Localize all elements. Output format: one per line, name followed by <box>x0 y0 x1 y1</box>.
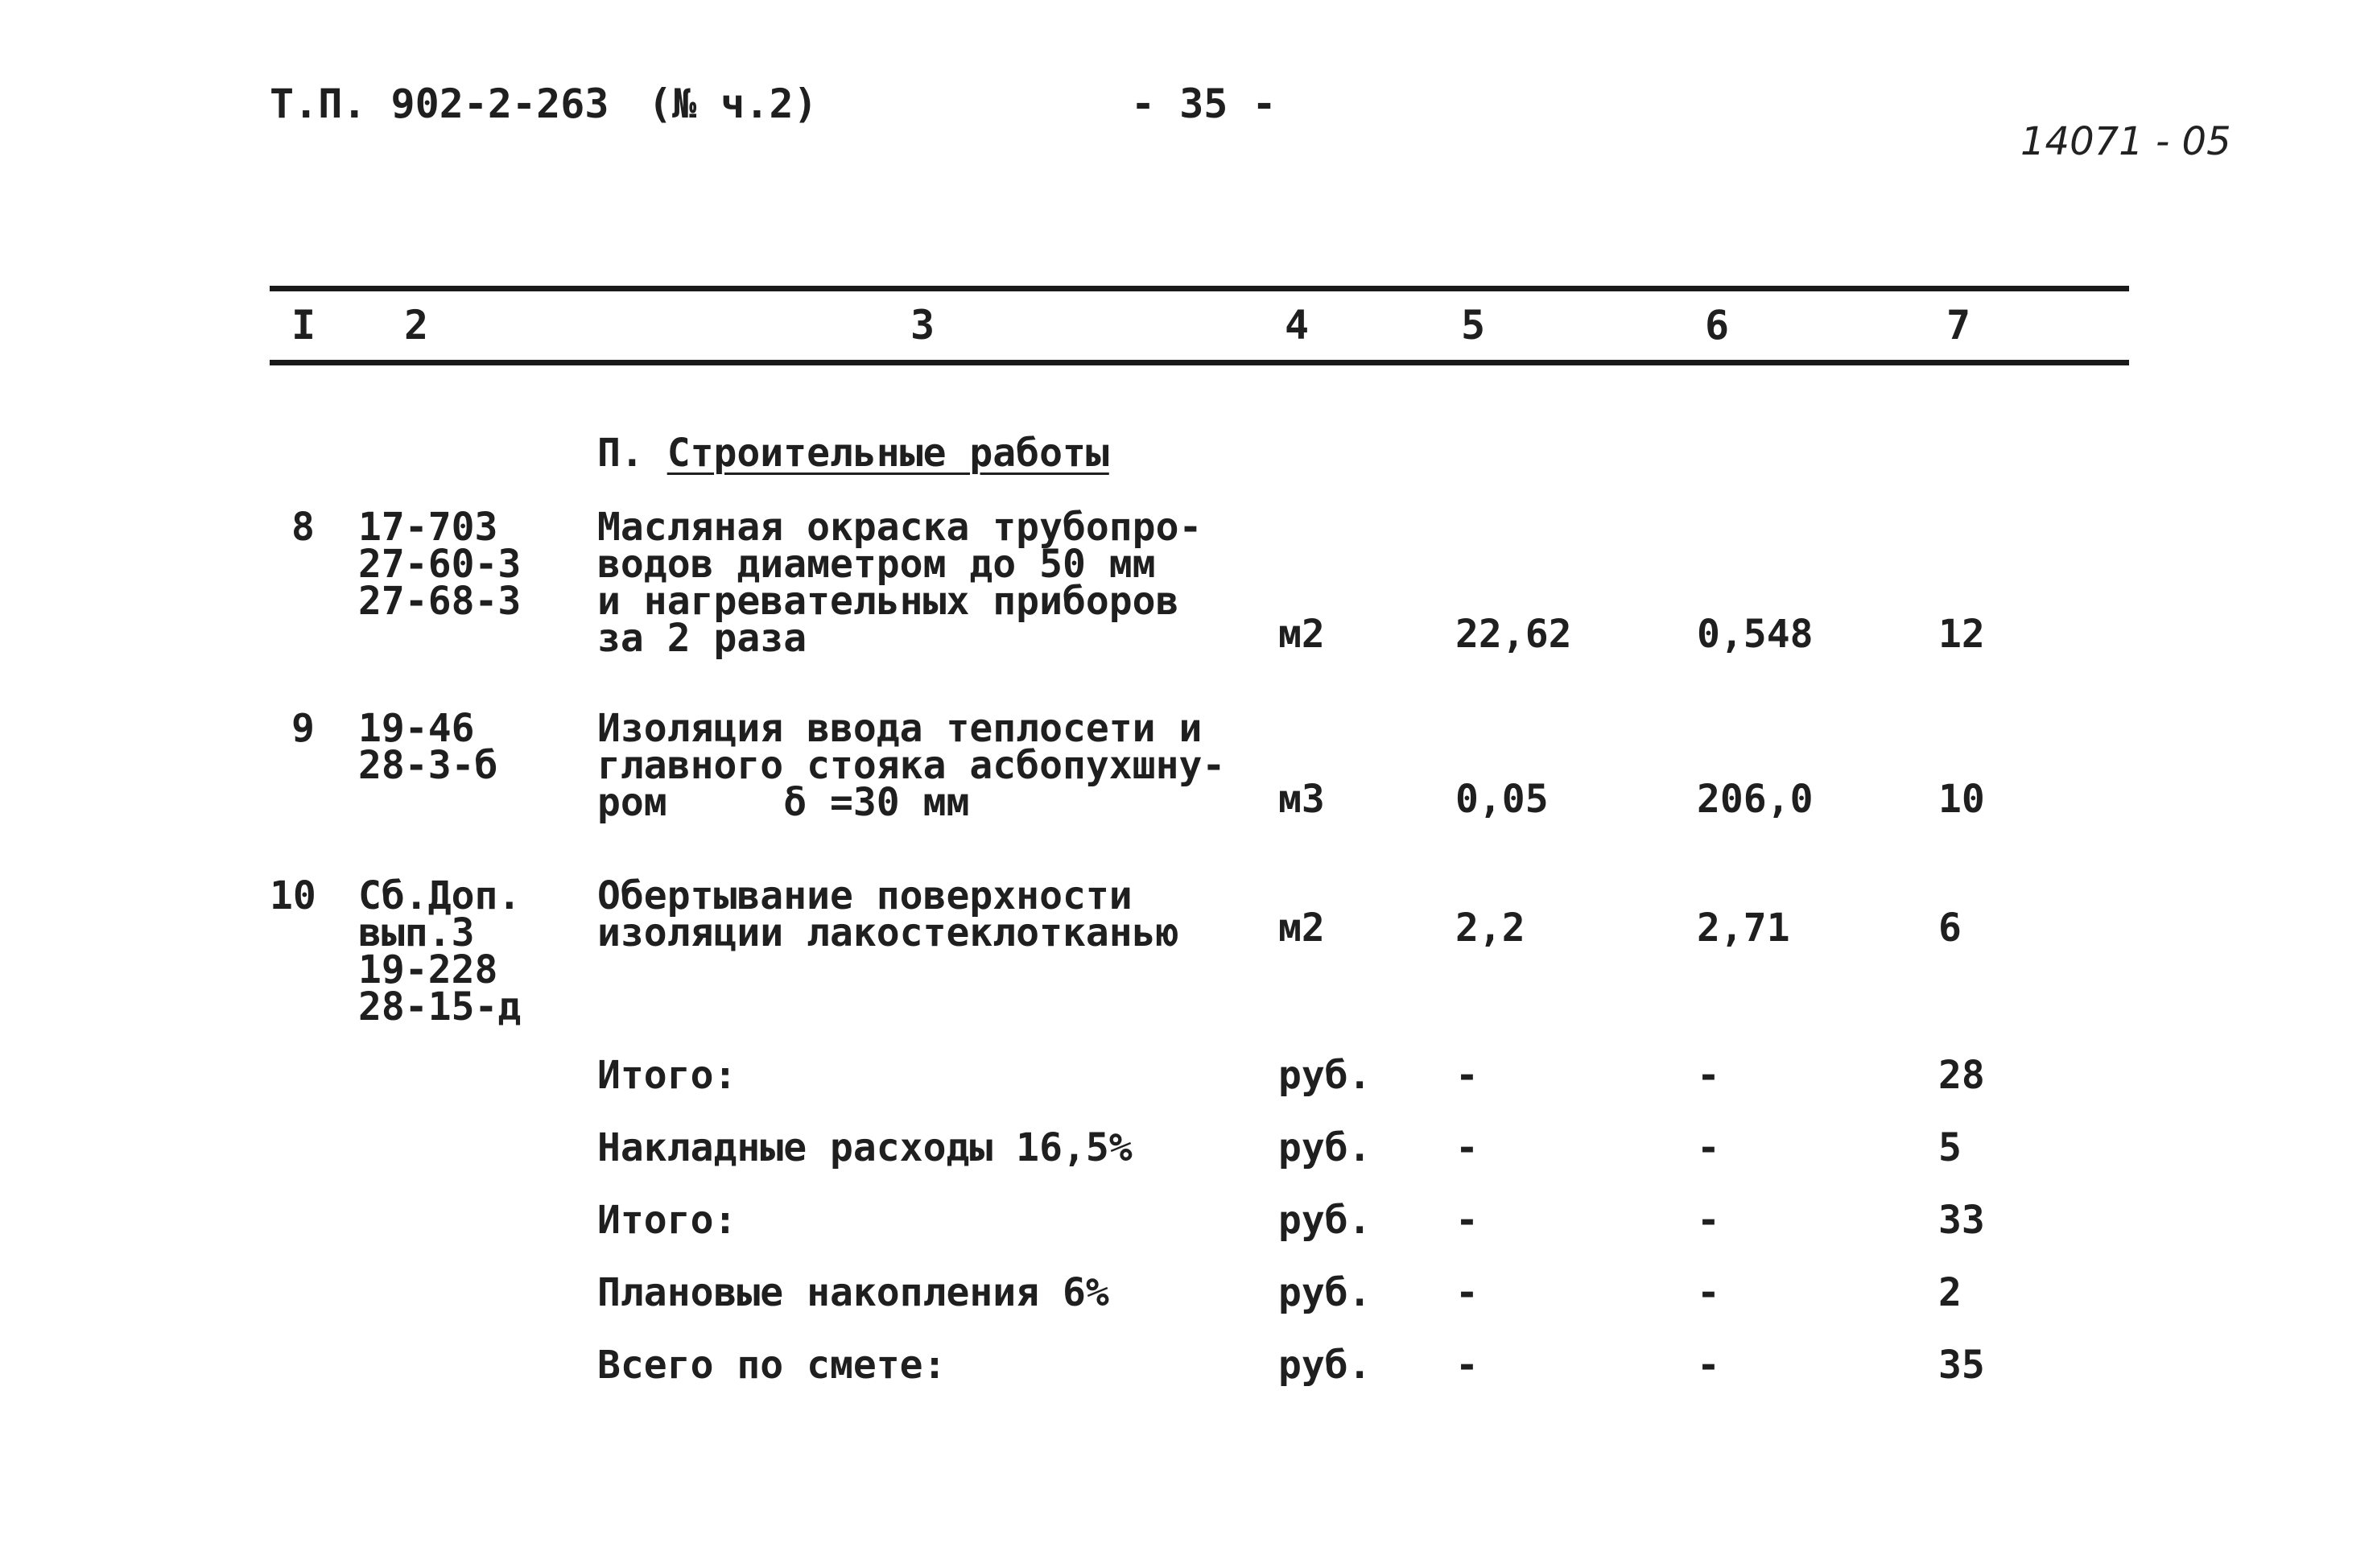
totals-price: - <box>1697 1343 1720 1388</box>
grand-total-label: Всего по смете: <box>597 1343 947 1388</box>
totals-total: 5 <box>1938 1125 1962 1170</box>
row-number: 9 <box>291 706 315 751</box>
row-quantity: 0,05 <box>1455 777 1549 822</box>
totals-unit: руб. <box>1278 1198 1372 1243</box>
row-unit: м2 <box>1278 612 1325 657</box>
row-unit: м2 <box>1278 906 1325 951</box>
totals-quantity: - <box>1455 1270 1479 1315</box>
row-total: 6 <box>1938 906 1962 951</box>
totals-quantity: - <box>1455 1343 1479 1388</box>
document-code: Т.П. 902-2-263 <box>270 80 609 127</box>
totals-price: - <box>1697 1270 1720 1315</box>
totals-unit: руб. <box>1278 1343 1372 1388</box>
totals-label: Накладные расходы 16,5% <box>597 1125 1133 1170</box>
totals-quantity: - <box>1455 1198 1479 1243</box>
row-number: 8 <box>291 505 315 550</box>
row-quantity: 22,62 <box>1455 612 1572 657</box>
totals-unit: руб. <box>1278 1053 1372 1098</box>
row-number: 10 <box>270 873 316 918</box>
section-title <box>597 431 1109 476</box>
totals-label: Итого: <box>597 1198 737 1243</box>
grand-total-value: 35 <box>1938 1343 1985 1388</box>
row-unit: м3 <box>1278 777 1325 822</box>
totals-quantity: - <box>1455 1125 1479 1170</box>
totals-unit: руб. <box>1278 1125 1372 1170</box>
column-header-4: 4 <box>1285 302 1310 349</box>
totals-total: 2 <box>1938 1270 1962 1315</box>
row-description: Изоляция ввода теплосети и главного стояка асбопухшну- ром δ =30 мм <box>597 706 1226 825</box>
column-header-2: 2 <box>404 302 429 349</box>
handwritten-code: 14071 - 05 <box>2020 119 2231 164</box>
table-header-rule <box>270 360 2129 365</box>
row-codes: 19-46 28-3-б <box>358 706 498 788</box>
row-price: 206,0 <box>1697 777 1814 822</box>
row-codes: 17-703 27-60-3 27-68-3 <box>358 505 522 624</box>
row-description: Масляная окраска трубопро- водов диаметром до 50 мм и нагревательных приборов за 2 раза <box>597 505 1203 661</box>
column-header-6: 6 <box>1705 302 1730 349</box>
section-prefix: П. <box>597 431 644 476</box>
totals-price: - <box>1697 1125 1720 1170</box>
column-header-1: I <box>291 302 316 349</box>
row-price: 2,71 <box>1697 906 1790 951</box>
section-name: Строительные работы <box>666 431 1109 476</box>
totals-quantity: - <box>1455 1053 1479 1098</box>
row-codes: Сб.Доп. вып.3 19-228 28-15-д <box>358 873 522 1030</box>
column-header-7: 7 <box>1946 302 1971 349</box>
row-total: 10 <box>1938 777 1985 822</box>
row-price: 0,548 <box>1697 612 1814 657</box>
row-quantity: 2,2 <box>1455 906 1525 951</box>
row-description: Обертывание поверхности изоляции лакостеклотканью <box>597 873 1179 955</box>
column-header-5: 5 <box>1461 302 1486 349</box>
totals-total: 33 <box>1938 1198 1985 1243</box>
column-header-3: 3 <box>910 302 935 349</box>
totals-unit: руб. <box>1278 1270 1372 1315</box>
totals-total: 28 <box>1938 1053 1985 1098</box>
page-number: - 35 - <box>1131 80 1277 127</box>
totals-price: - <box>1697 1198 1720 1243</box>
totals-label: Плановые накопления 6% <box>597 1270 1109 1315</box>
totals-price: - <box>1697 1053 1720 1098</box>
row-total: 12 <box>1938 612 1985 657</box>
totals-label: Итого: <box>597 1053 737 1098</box>
document-part: (№ ч.2) <box>648 80 818 127</box>
table-top-rule <box>270 286 2129 291</box>
